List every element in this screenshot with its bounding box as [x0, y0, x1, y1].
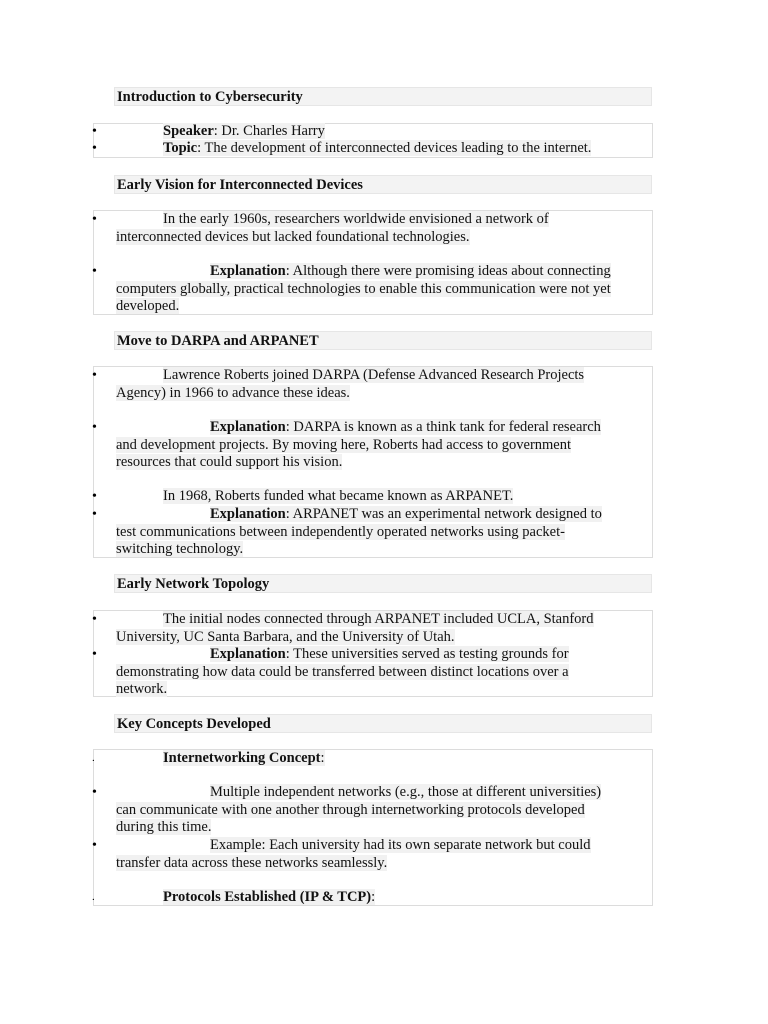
item-text: demonstrating how data could be transferred between distinct locations over a — [116, 663, 569, 680]
bullet-list — [93, 366, 653, 558]
item-text: test communications between independently operated networks using packet- — [116, 523, 565, 540]
item-text: Agency) in 1966 to advance these ideas. — [116, 384, 350, 401]
item-label: Explanation — [210, 263, 286, 279]
item-label: Topic — [163, 140, 198, 156]
section-heading: Move to DARPA and ARPANET — [114, 331, 652, 350]
section-heading: Early Network Topology — [114, 574, 652, 593]
bullet-list — [93, 123, 653, 158]
section-heading: Introduction to Cybersecurity — [114, 87, 652, 106]
bullet-list — [93, 210, 653, 315]
bullet-icon: • — [92, 212, 97, 227]
bullet-list — [93, 610, 653, 697]
small-bullet-icon: . — [92, 891, 95, 903]
item-text: The initial nodes connected through ARPANET included UCLA, Stanford — [163, 611, 594, 627]
bullet-icon: • — [92, 647, 97, 662]
item-label: Internetworking Concept — [163, 750, 321, 766]
item-text: Multiple independent networks (e.g., those at different universities) — [210, 784, 602, 800]
bullet-icon: • — [92, 368, 97, 383]
item-text: Lawrence Roberts joined DARPA (Defense Advanced Research Projects — [163, 367, 585, 383]
item-label: Explanation — [210, 506, 286, 522]
bullet-icon: • — [92, 489, 97, 504]
item-text: transfer data across these networks seamlessly. — [116, 854, 388, 871]
item-text: : — [320, 750, 325, 766]
item-text: computers globally, practical technologies to enable this communication were not yet — [116, 280, 611, 297]
item-text: University, UC Santa Barbara, and the University of Utah. — [116, 628, 455, 645]
bullet-icon: • — [92, 420, 97, 435]
item-text: during this time. — [116, 819, 212, 835]
item-text: switching technology. — [116, 541, 244, 557]
item-text: network. — [116, 681, 168, 697]
item-text: : Dr. Charles Harry — [213, 123, 325, 139]
item-text: : ARPANET was an experimental network designed to — [285, 506, 602, 522]
item-text: developed. — [116, 298, 180, 314]
bullet-list — [93, 749, 653, 906]
section-heading: Key Concepts Developed — [114, 714, 652, 733]
bullet-icon: • — [92, 612, 97, 627]
bullet-icon: • — [92, 124, 97, 139]
item-label: Explanation — [210, 646, 286, 662]
item-text: and development projects. By moving here, Roberts had access to government — [116, 436, 572, 453]
bullet-icon: • — [92, 785, 97, 800]
item-text: : Although there were promising ideas about connecting — [285, 263, 611, 279]
bullet-icon: • — [92, 141, 97, 156]
item-text: resources that could support his vision. — [116, 454, 343, 470]
item-text: : — [371, 889, 376, 905]
item-text: : DARPA is known as a think tank for federal research — [285, 419, 601, 435]
item-label: Protocols Established (IP & TCP) — [163, 889, 372, 905]
item-label: Speaker — [163, 123, 214, 139]
bullet-icon: • — [92, 264, 97, 279]
bullet-icon: • — [92, 507, 97, 522]
section-heading: Early Vision for Interconnected Devices — [114, 175, 652, 194]
item-text: : These universities served as testing grounds for — [285, 646, 569, 662]
item-text: Example: Each university had its own separate network but could — [210, 837, 591, 853]
item-text: : The development of interconnected devices leading to the internet. — [197, 140, 592, 156]
small-bullet-icon: . — [92, 752, 95, 764]
item-text: can communicate with one another through internetworking protocols developed — [116, 801, 585, 818]
item-text: interconnected devices but lacked foundational technologies. — [116, 228, 470, 245]
item-text: In the early 1960s, researchers worldwide envisioned a network of — [163, 211, 549, 227]
item-text: In 1968, Roberts funded what became known as ARPANET. — [163, 488, 514, 504]
bullet-icon: • — [92, 838, 97, 853]
item-label: Explanation — [210, 419, 286, 435]
